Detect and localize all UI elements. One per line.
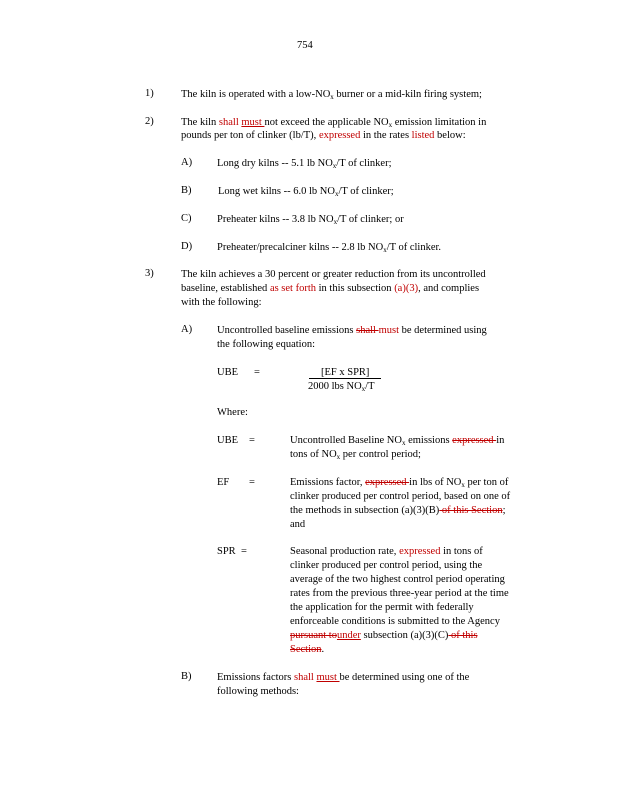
item-2C-text: Preheater kilns -- 3.8 lb $NO_x/T$ of clinker; or: [217, 214, 404, 226]
def-spr-term: SPR: [217, 546, 236, 557]
def-spr-line-8: Section.: [290, 644, 325, 655]
def-spr-line-7: pursuant tounder subsection (a)(3)(C) of this: [290, 630, 478, 641]
item-3-number: 3): [145, 268, 154, 279]
item-2-line-2: pounds per ton of clinker (lb/T), expressed in the rates listed below:: [181, 130, 466, 141]
def-ef-equals: =: [249, 477, 255, 488]
def-spr-line-2: clinker produced per control period, using the: [290, 560, 483, 571]
equation-denominator: 2000 lbs $NO_x/T$: [308, 381, 375, 393]
def-spr-line-6: enforceable conditions is submitted to the Agency: [290, 616, 500, 627]
def-ube-line-1: Uncontrolled Baseline $NO_x$ emissions expressed in: [290, 435, 505, 447]
def-ef-line-4: and: [290, 519, 306, 530]
def-ube-line-2: tons of $NO_x$ per control period;: [290, 449, 421, 461]
item-3-line-1: The kiln achieves a 30 percent or greater reduction from its uncontrolled: [181, 269, 486, 280]
def-spr-line-3: average of the two highest control period operating: [290, 574, 505, 585]
def-ef-line-1: Emissions factor, expressed in lbs of $NO_x$ per ton of: [290, 477, 509, 489]
item-2B-text: Long wet kilns -- 6.0 lb $NO_x/T$ of clinker;: [218, 186, 394, 198]
item-2A-letter: A): [181, 157, 193, 168]
item-3A-letter: A): [181, 324, 193, 335]
equation-numerator: [EF x SPR]: [321, 367, 370, 378]
item-2B-letter: B): [181, 185, 192, 196]
def-ube-term: UBE: [217, 435, 238, 446]
def-ef-line-3: the methods in subsection (a)(3)(B) of this Section;: [290, 505, 506, 516]
def-ef-line-2: clinker produced per control period, based on one of: [290, 491, 511, 502]
item-3A-line-1: Uncontrolled baseline emissions shall must be determined using: [217, 325, 487, 336]
def-ube-equals: =: [249, 435, 255, 446]
where-label: Where:: [217, 407, 248, 418]
equation-equals: =: [254, 367, 260, 378]
item-3B-line-2: following methods:: [217, 686, 299, 697]
item-2D-letter: D): [181, 241, 193, 252]
item-3B-line-1: Emissions factors shall must be determined using one of the: [217, 672, 470, 683]
item-3-line-3: with the following:: [181, 297, 262, 308]
equation-lhs: UBE: [217, 367, 238, 378]
page-number: 754: [297, 40, 313, 51]
item-2-line-1: The kiln shall must not exceed the applicable $NO_x$ emission limitation in: [181, 117, 487, 129]
item-3B-letter: B): [181, 671, 192, 682]
item-2D-text: Preheater/precalciner kilns -- 2.8 lb $NO_x/T$ of clinker.: [217, 242, 442, 254]
def-spr-equals: =: [241, 546, 247, 557]
item-2C-letter: C): [181, 213, 192, 224]
item-2-number: 2): [145, 116, 154, 127]
item-3A-line-2: the following equation:: [217, 339, 315, 350]
item-3-line-2: baseline, established as set forth in this subsection (a)(3), and complies: [181, 283, 480, 294]
item-2A-text: Long dry kilns -- 5.1 lb $NO_x/T$ of clinker;: [217, 158, 392, 170]
item-1-number: 1): [145, 88, 154, 99]
def-spr-line-5: the application for the permit with federally: [290, 602, 474, 613]
def-spr-line-1: Seasonal production rate, expressed in tons of: [290, 546, 483, 557]
def-spr-line-4: rates from the previous three-year period at the time: [290, 588, 509, 599]
item-1-text: The kiln is operated with a low-$NO_x$ burner or a mid-kiln firing system;: [181, 89, 482, 101]
def-ef-term: EF: [217, 477, 230, 488]
equation-fraction-bar: [309, 378, 381, 379]
